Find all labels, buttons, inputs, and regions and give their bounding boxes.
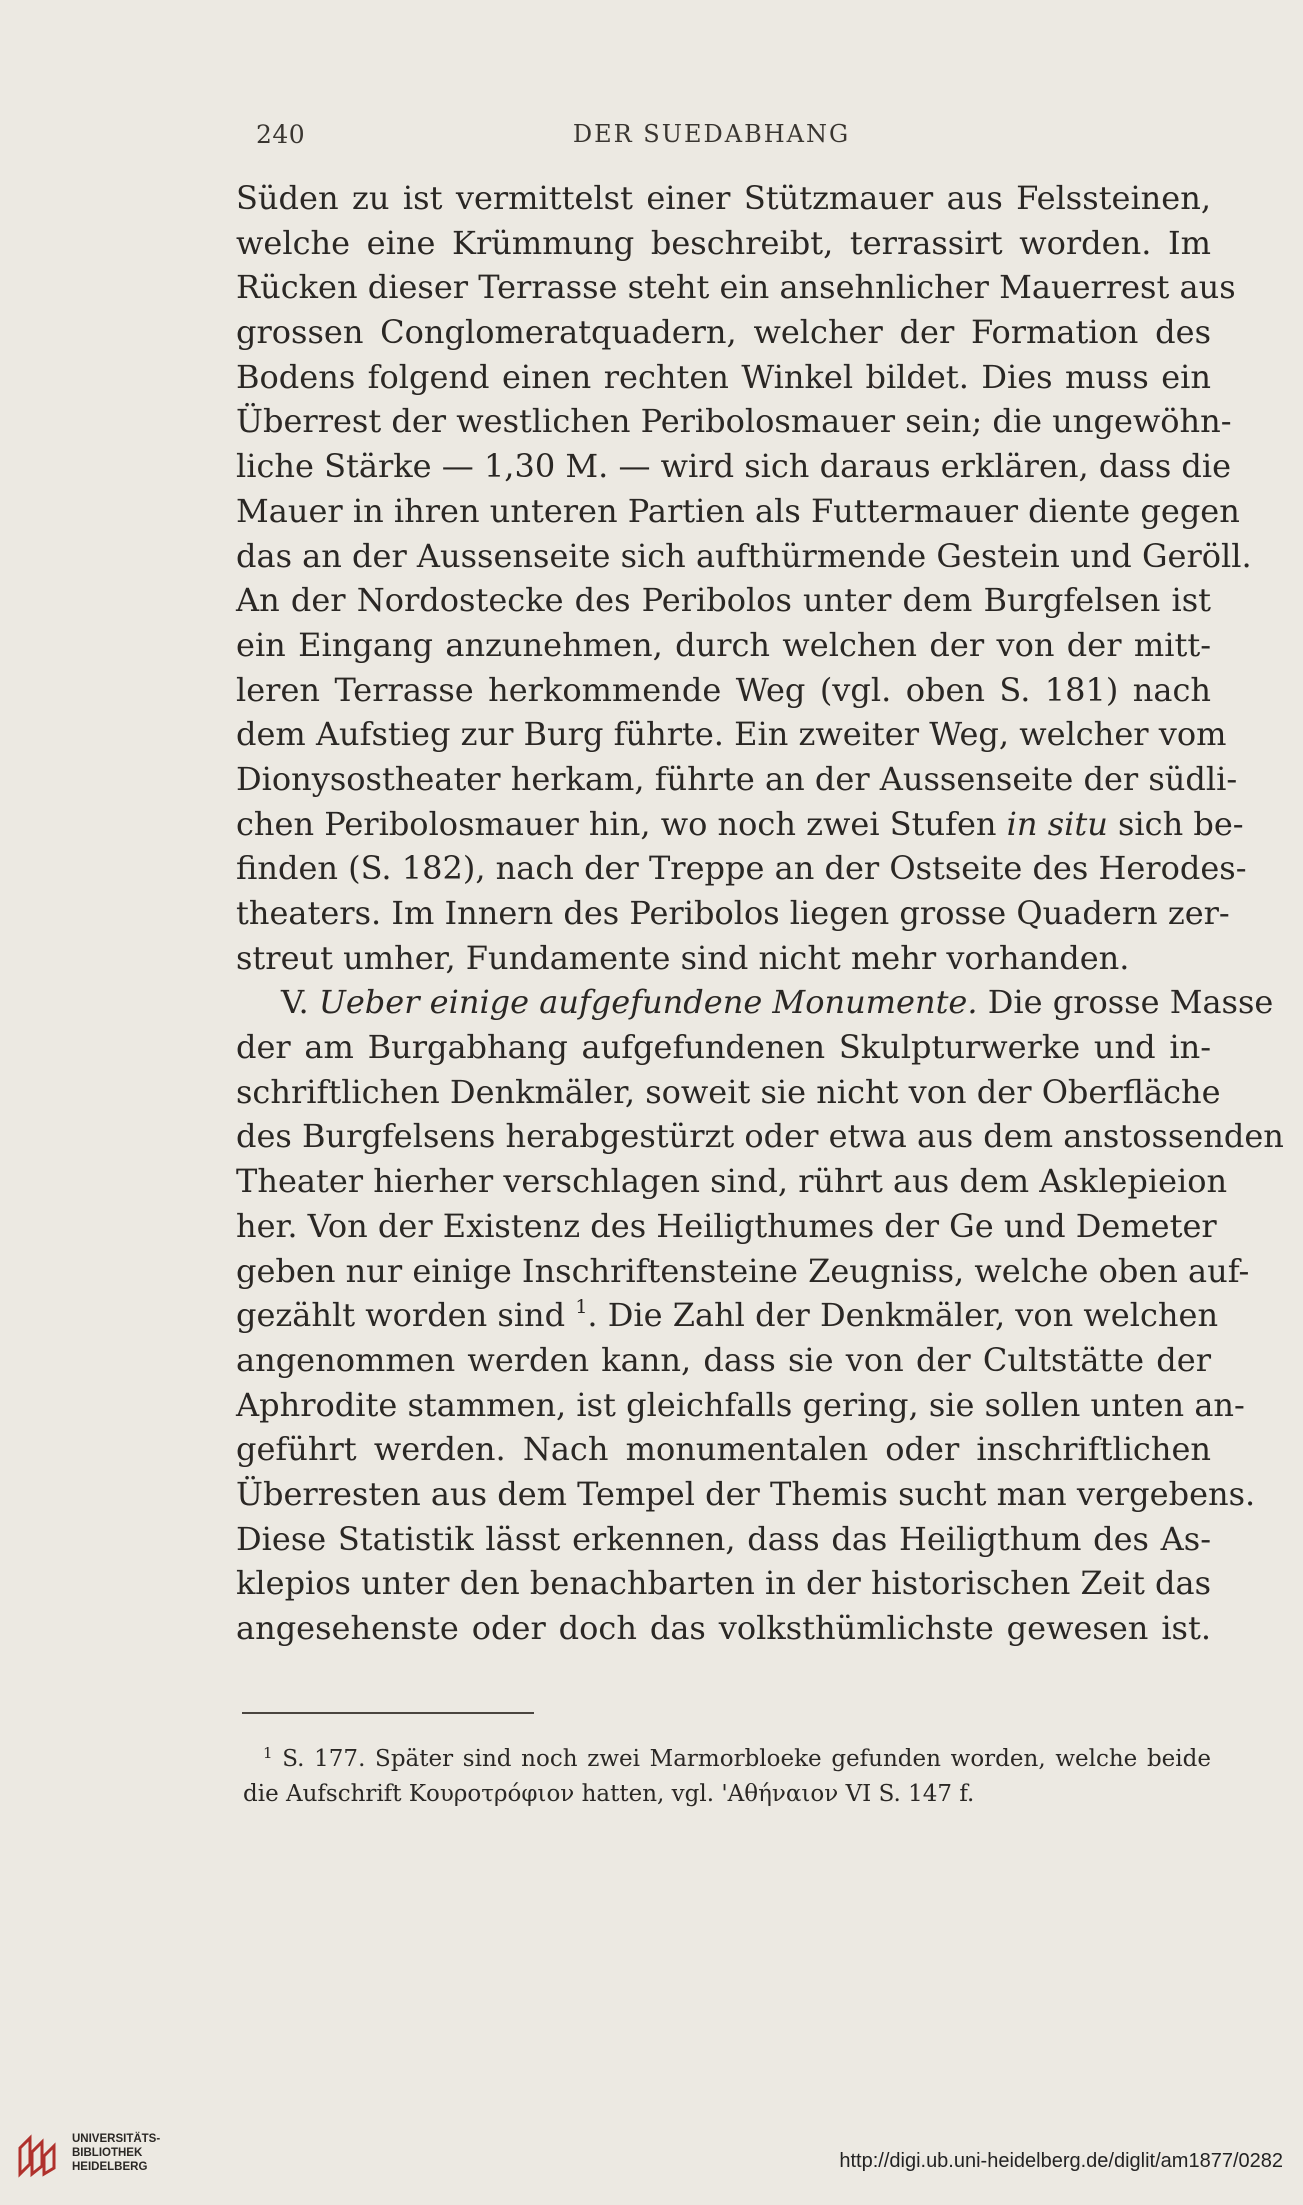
library-logo[interactable] <box>12 2128 162 2198</box>
text-line: leren Terrasse herkommende Weg (vgl. oben S. 181) nach <box>236 670 1211 709</box>
body-text <box>236 176 1284 1651</box>
text-line: theaters. Im Innern des Peribolos liegen grosse Quadern zer- <box>236 894 1230 932</box>
text-line: dem Aufstieg zur Burg führte. Ein zweiter Weg, welcher vom <box>236 715 1227 754</box>
emblem-strokes <box>20 2138 54 2174</box>
text-line: liche Stärke — 1,30 M. — wird sich daraus erklären, dass die <box>236 447 1232 486</box>
text-line: schriftlichen Denkmäler, soweit sie nicht von der Oberfläche <box>236 1072 1221 1111</box>
section-title: Ueber einige aufgefundene Monumente. <box>318 983 978 1022</box>
italic-phrase: in situ <box>1006 804 1108 843</box>
text-line: Aphrodite stammen, ist gleichfalls gering, sie sollen unten an- <box>236 1385 1245 1424</box>
text-line: geführt werden. Nach monumentalen oder inschriftlichen <box>236 1430 1211 1469</box>
text-line <box>236 1293 1219 1338</box>
section-number: V. <box>281 983 309 1022</box>
text-line: Diese Statistik lässt erkennen, dass das Heiligthum des As- <box>236 1519 1211 1558</box>
text-line: das an der Aussenseite sich aufthürmende Gestein und Geröll. <box>236 536 1252 575</box>
text-run: gezählt worden sind <box>236 1296 566 1335</box>
page-number: 240 <box>256 120 306 149</box>
text-line: her. Von der Existenz des Heiligthumes der Ge und Demeter <box>236 1206 1217 1245</box>
text-line: der am Burgabhang aufgefundenen Skulpturwerke und in- <box>236 1028 1211 1067</box>
library-name <box>72 2132 160 2174</box>
source-url-link[interactable]: http://digi.ub.uni-heidelberg.de/diglit/am1877/0282 <box>839 2150 1283 2172</box>
footnote-text: S. 177. Später sind noch zwei Marmorbloeke gefunden worden, welche beide <box>272 1746 1211 1772</box>
library-name-line: BIBLIOTHEK <box>72 2147 143 2159</box>
text-line: Bodens folgend einen rechten Winkel bildet. Dies muss ein <box>236 357 1211 396</box>
text-line: Theater hierher verschlagen sind, rührt aus dem Asklepieion <box>236 1162 1228 1201</box>
page-header <box>0 120 1303 160</box>
text-line: Süden zu ist vermittelst einer Stützmauer aus Felssteinen, <box>236 179 1211 217</box>
library-name-line: UNIVERSITÄTS- <box>72 2133 161 2145</box>
library-name-line: HEIDELBERG <box>72 2161 148 2173</box>
section-heading-line <box>236 980 1274 1025</box>
text-line: des Burgfelsens herabgestürzt oder etwa aus dem anstossenden <box>236 1117 1284 1156</box>
library-emblem-icon <box>16 2134 58 2178</box>
footnote-reference[interactable]: 1 <box>575 1296 588 1319</box>
footnote-line <box>243 1742 1211 1777</box>
text-line: Dionysostheater herkam, führte an der Aussenseite der südli- <box>236 759 1238 798</box>
text-line: ein Eingang anzunehmen, durch welchen der von der mitt- <box>236 625 1211 664</box>
footnote-line: die Aufschrift Κουροτρόφιον hatten, vgl. 'Αθήναιον VI S. 147 f. <box>243 1781 975 1807</box>
text-line: geben nur einige Inschriftensteine Zeugniss, welche oben auf- <box>236 1251 1250 1290</box>
text-line: welche eine Krümmung beschreibt, terrassirt worden. Im <box>236 223 1211 262</box>
text-line: klepios unter den benachbarten in der historischen Zeit das <box>236 1564 1211 1603</box>
text-line: finden (S. 182), nach der Treppe an der Ostseite des Herodes- <box>236 849 1247 888</box>
text-line: An der Nordostecke des Peribolos unter dem Burgfelsen ist <box>236 581 1211 620</box>
text-line: streut umher, Fundamente sind nicht mehr vorhanden. <box>236 938 1130 977</box>
text-line: Mauer in ihren unteren Partien als Futtermauer diente gegen <box>236 491 1240 530</box>
text-line <box>236 802 1244 847</box>
text-run: chen Peribolosmauer hin, wo noch zwei Stufen <box>236 804 997 843</box>
footnotes <box>243 1742 1211 1812</box>
text-line: Rücken dieser Terrasse steht ein ansehnlicher Mauerrest aus <box>236 268 1236 307</box>
text-run: . Die Zahl der Denkmäler, von welchen <box>587 1296 1219 1335</box>
text-run: Die grosse Masse <box>977 983 1274 1022</box>
text-line: grossen Conglomeratquadern, welcher der Formation des <box>236 313 1211 352</box>
text-line: angenommen werden kann, dass sie von der Cultstätte der <box>236 1340 1211 1379</box>
footnote-divider <box>242 1712 534 1714</box>
running-head: DER SUEDABHANG <box>572 120 851 148</box>
text-line: Überrest der westlichen Peribolosmauer sein; die ungewöhn- <box>236 402 1232 441</box>
text-line: angesehenste oder doch das volksthümlichste gewesen ist. <box>236 1609 1211 1647</box>
text-line: Überresten aus dem Tempel der Themis sucht man vergebens. <box>236 1474 1256 1513</box>
footnote-mark: 1 <box>263 1744 273 1762</box>
text-run: sich be- <box>1107 804 1244 843</box>
